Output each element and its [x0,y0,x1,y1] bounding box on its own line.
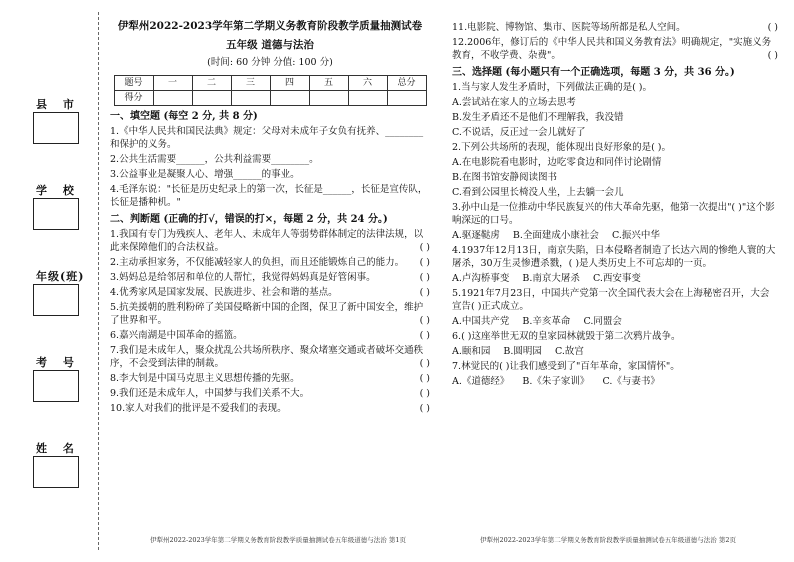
question-text: 9.我们还是未成年人，中国梦与我们关系不大。 [110,388,310,399]
choice-option[interactable]: A.驱逐鞑虏 [452,230,500,241]
class-field[interactable] [33,284,79,316]
answer-blank[interactable]: ( ) [419,330,430,341]
answer-blank[interactable]: ( ) [419,403,430,414]
score-input[interactable] [270,91,309,106]
choice-option[interactable]: C.振兴中华 [611,230,660,241]
question-text: 6.嘉兴南湖是中国革命的摇篮。 [110,330,243,341]
school-label: 学 校 [36,184,80,197]
score-table-header-row [114,76,426,91]
question-text: 5.抗美援朝的胜利粉碎了美国侵略新中国的企图，保卫了新中国安全，维护了世界和平。 [110,302,424,326]
question-text: 8.李大钊是中国马克思主义思想传播的先驱。 [110,373,300,384]
fill-question: 1.《中华人民共和国民法典》规定：父母对未成年子女负有抚养、________和保护的义务。 [110,126,424,150]
score-cell: 六 [348,76,387,91]
class-label: 年级(班) [36,270,85,283]
judge-question [452,21,778,34]
choice-options-row [452,345,778,358]
judge-question [110,301,430,327]
score-input[interactable] [309,91,348,106]
name-field[interactable] [33,456,79,488]
judge-question [110,344,430,370]
score-cell: 得分 [114,91,153,106]
score-input[interactable] [153,91,192,106]
question-text: 2.主动承担家务，不仅能减轻家人的负担，而且还能锻炼自己的能力。 [110,257,405,268]
section-judge-title: 二、判断题 (正确的打√，错误的打×，每题 2 分，共 24 分。) [110,214,388,225]
question-text: 4.优秀家风是国家发展、民族进步、社会和谐的基点。 [110,287,338,298]
score-input[interactable] [387,91,426,106]
question-text: 3.妈妈总是给邻居和单位的人帮忙，我觉得妈妈真是好管闲事。 [110,272,376,283]
judge-question [110,372,430,385]
score-cell: 四 [270,76,309,91]
judge-question [110,271,430,284]
answer-blank[interactable]: ( ) [419,257,430,268]
judge-question [452,36,778,62]
name-label: 姓 名 [36,442,80,455]
exam-number-label: 考 号 [36,356,80,369]
choice-options-row [452,375,778,388]
fill-question: 2.公共生活需要______，公共利益需要________。 [110,154,319,165]
answer-blank[interactable]: ( ) [419,242,430,253]
choice-question: 3.孙中山是一位推动中华民族复兴的伟大革命先驱，他第一次提出"( )"这个影响深远的口号。 [452,202,775,226]
choice-option[interactable]: B.在图书馆安静阅读图书 [452,172,558,183]
binding-line [98,12,99,550]
choice-option[interactable]: A.中国共产党 [452,316,510,327]
answer-blank[interactable]: ( ) [419,287,430,298]
choice-option[interactable]: C.不说话，反正过一会儿就好了 [452,127,586,138]
question-text: 12.2006年，修订后的《中华人民共和国义务教育法》明确规定，"实施义务教育，不收学费、杂费"。 [452,37,772,61]
score-cell: 总分 [387,76,426,91]
page-left [110,20,430,417]
choice-options-row [452,315,778,328]
footer-left: 伊犁州2022-2023学年第二学期义务教育阶段教学质量抽测试卷五年级道德与法治 第1页 [150,536,406,544]
answer-blank[interactable]: ( ) [419,388,430,399]
choice-question: 6.( )这座举世无双的皇家园林就毁于第二次鸦片战争。 [452,331,681,342]
page-right [452,20,778,390]
question-text: 10.家人对我们的批评是不爱我们的表现。 [110,403,287,414]
school-field[interactable] [33,198,79,230]
choice-option[interactable]: B.《朱子家训》 [522,376,590,387]
score-cell: 二 [192,76,231,91]
choice-option[interactable]: B.辛亥革命 [522,316,571,327]
choice-options-row [452,229,778,242]
choice-option[interactable]: B.全面建成小康社会 [512,230,599,241]
exam-number-field[interactable] [33,370,79,402]
choice-option[interactable]: B.南京大屠杀 [522,273,580,284]
judge-question [110,228,430,254]
score-cell: 三 [231,76,270,91]
choice-option[interactable]: A.在电影院看电影时，边吃零食边和同伴讨论剧情 [452,157,662,168]
score-input[interactable] [348,91,387,106]
score-input[interactable] [231,91,270,106]
choice-question: 7.林觉民的( )让我们感受到了"百年革命，家国情怀"。 [452,361,680,372]
judge-question [110,286,430,299]
score-cell: 题号 [114,76,153,91]
fill-question: 4.毛泽东说："长征是历史纪录上的第一次，长征是______，长征是宣传队，长征是播种机。" [110,184,428,208]
answer-blank[interactable]: ( ) [419,272,430,283]
choice-question: 4.1937年12月13日，南京失陷，日本侵略者制造了长达六周的惨绝人寰的大屠杀，30万生灵惨遭杀戮，( )是人类历史上不可忘却的一页。 [452,245,776,269]
choice-option[interactable]: A.卢沟桥事变 [452,273,510,284]
exam-info: (时间: 60 分钟 分值: 100 分) [207,57,333,68]
answer-blank[interactable]: ( ) [419,358,430,369]
score-cell: 一 [153,76,192,91]
choice-option[interactable]: A.尝试站在家人的立场去思考 [452,97,576,108]
choice-option[interactable]: A.《道德经》 [452,376,510,387]
county-label: 县 市 [36,98,80,111]
judge-question [110,402,430,415]
choice-option[interactable]: C.《与妻书》 [602,376,660,387]
question-text: 7.我们是未成年人，聚众扰乱公共场所秩序、聚众堵塞交通或者破坏交通秩序，不会受到法律的制裁。 [110,345,424,369]
judge-question [110,387,430,400]
student-info-margin [0,0,100,562]
choice-option[interactable]: B.圆明园 [503,346,542,357]
answer-blank[interactable]: ( ) [767,22,778,33]
judge-question [110,329,430,342]
score-input[interactable] [192,91,231,106]
score-cell: 五 [309,76,348,91]
fill-question: 3.公益事业是凝聚人心、增强______的事业。 [110,169,300,180]
answer-blank[interactable]: ( ) [767,50,778,61]
choice-option[interactable]: B.发生矛盾还不是他们不理解我，我没错 [452,112,624,123]
answer-blank[interactable]: ( ) [419,315,430,326]
county-field[interactable] [33,112,79,144]
answer-blank[interactable]: ( ) [419,373,430,384]
choice-option[interactable]: C.同盟会 [583,316,622,327]
section-choice-title: 三、选择题 (每小题只有一个正确选项，每题 3 分，共 36 分。) [452,67,735,78]
judge-question [110,256,430,269]
choice-options-row [452,272,778,285]
exam-subject: 五年级 道德与法治 [226,39,314,51]
footer-right: 伊犁州2022-2023学年第二学期义务教育阶段教学质量抽测试卷五年级道德与法治 第2页 [480,536,736,544]
choice-option[interactable]: C.故宫 [554,346,584,357]
choice-option[interactable]: C.西安事变 [592,273,641,284]
choice-option[interactable]: C.看到公园里长椅没人坐，上去躺一会儿 [452,187,624,198]
choice-question: 1.当与家人发生矛盾时，下列做法正确的是( )。 [452,82,652,93]
choice-option[interactable]: A.颐和园 [452,346,491,357]
choice-question: 5.1921年7月23日，中国共产党第一次全国代表大会在上海秘密召开，大会宣告( )正式成立。 [452,288,770,312]
question-text: 1.我国有专门为残疾人、老年人、未成年人等弱势群体制定的法律法规，以此来保障他们的合法权益。 [110,229,424,253]
score-table [114,75,427,106]
question-text: 11.电影院、博物馆、集市、医院等场所都是私人空间。 [452,22,686,33]
section-fill-in-title: 一、填空题 (每空 2 分, 共 8 分) [110,111,258,122]
exam-title: 伊犁州2022-2023学年第二学期义务教育阶段教学质量抽测试卷 [117,20,423,32]
choice-question: 2.下列公共场所的表现，能体现出良好形象的是( )。 [452,142,671,153]
score-table-score-row [114,91,426,106]
